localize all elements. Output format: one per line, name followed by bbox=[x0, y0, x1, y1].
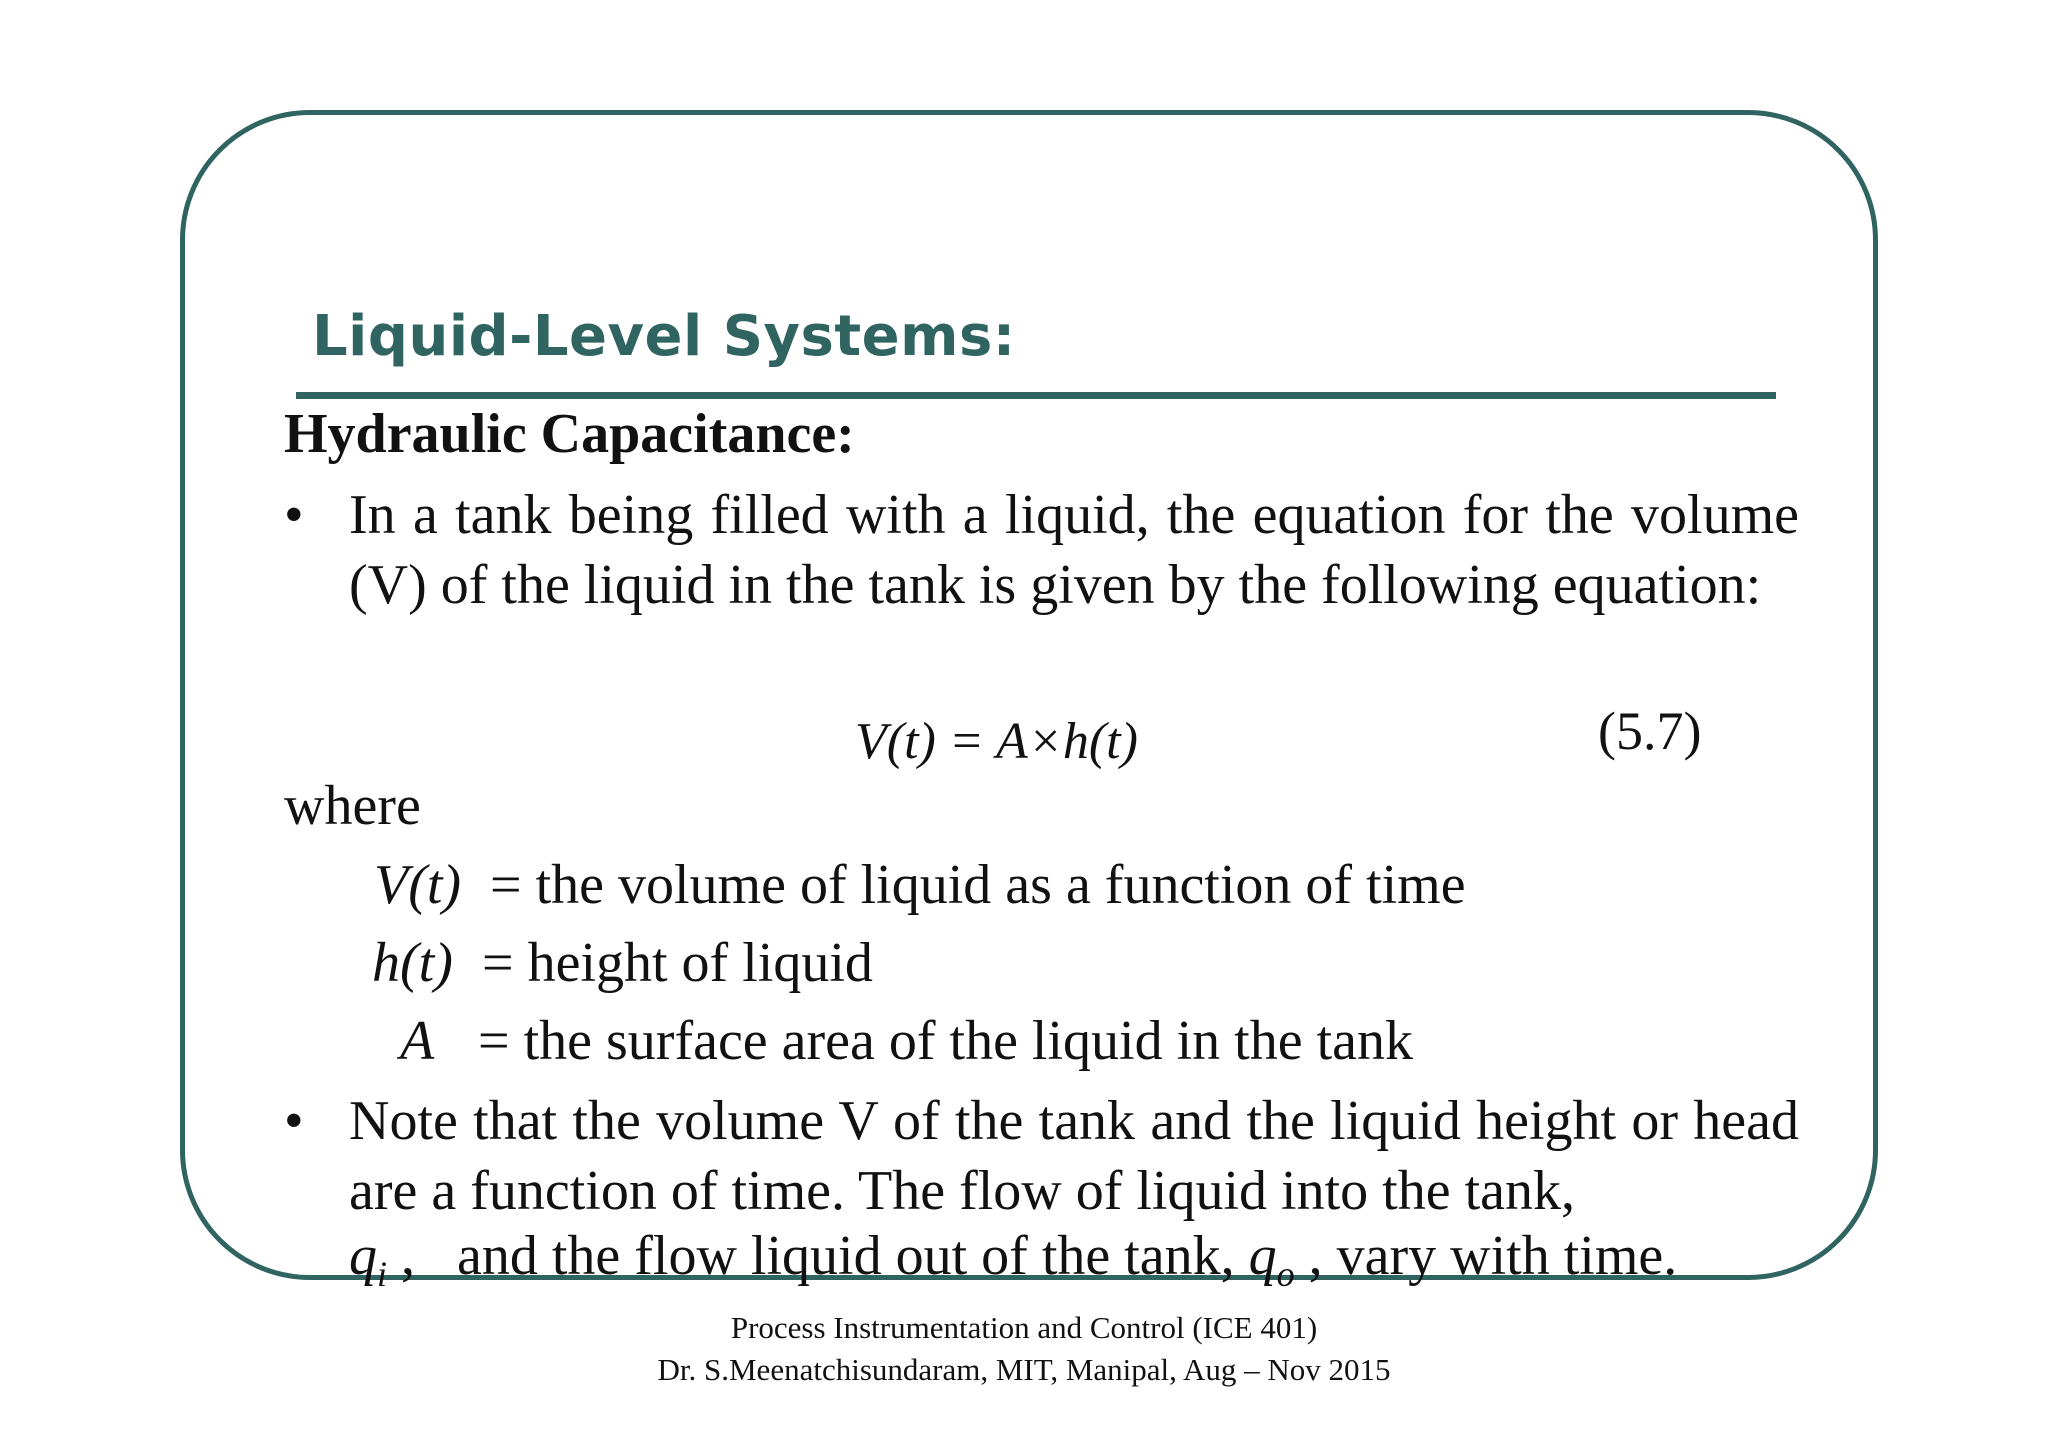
where-label: where bbox=[284, 775, 421, 837]
definition-symbol-volume: V(t) bbox=[374, 854, 462, 916]
slide-title: Liquid-Level Systems: bbox=[312, 304, 1016, 369]
definition-symbol-area: A bbox=[400, 1010, 435, 1072]
section-heading: Hydraulic Capacitance: bbox=[284, 403, 855, 465]
inflow-symbol: $q_i$ bbox=[349, 1225, 388, 1295]
definition-text-height: = height of liquid bbox=[482, 932, 873, 994]
bullet-text-1: In a tank being filled with a liquid, the equation for the volume (V) of the liquid in the tank is given by the following equation: bbox=[349, 484, 1799, 616]
definition-symbol-height: h(t) bbox=[372, 932, 453, 994]
definition-text-area: = the surface area of the liquid in the tank bbox=[478, 1010, 1413, 1072]
definition-text-volume: = the volume of liquid as a function of time bbox=[490, 854, 1466, 916]
outflow-symbol: $q_o$ bbox=[1248, 1225, 1295, 1295]
outflow-separator: , vary with time. bbox=[1294, 1225, 1678, 1287]
bullet-text-2-last-line bbox=[349, 1224, 1677, 1295]
bullet-text-2: Note that the volume V of the tank and the liquid height or head are a function of time. The flow of liquid into the tank, bbox=[349, 1090, 1799, 1222]
equation-number: (5.7) bbox=[1598, 701, 1702, 761]
inflow-separator: , and the flow liquid out of the tank, bbox=[387, 1225, 1249, 1287]
footer-course: Process Instrumentation and Control (ICE 401) bbox=[730, 1310, 1318, 1345]
bullet-marker-2: • bbox=[284, 1090, 304, 1152]
bullet-marker-1: • bbox=[284, 484, 304, 546]
title-underline bbox=[296, 392, 1776, 399]
equation: V(t) = A×h(t) bbox=[855, 713, 1138, 770]
footer-author: Dr. S.Meenatchisundaram, MIT, Manipal, Aug – Nov 2015 bbox=[657, 1352, 1391, 1387]
